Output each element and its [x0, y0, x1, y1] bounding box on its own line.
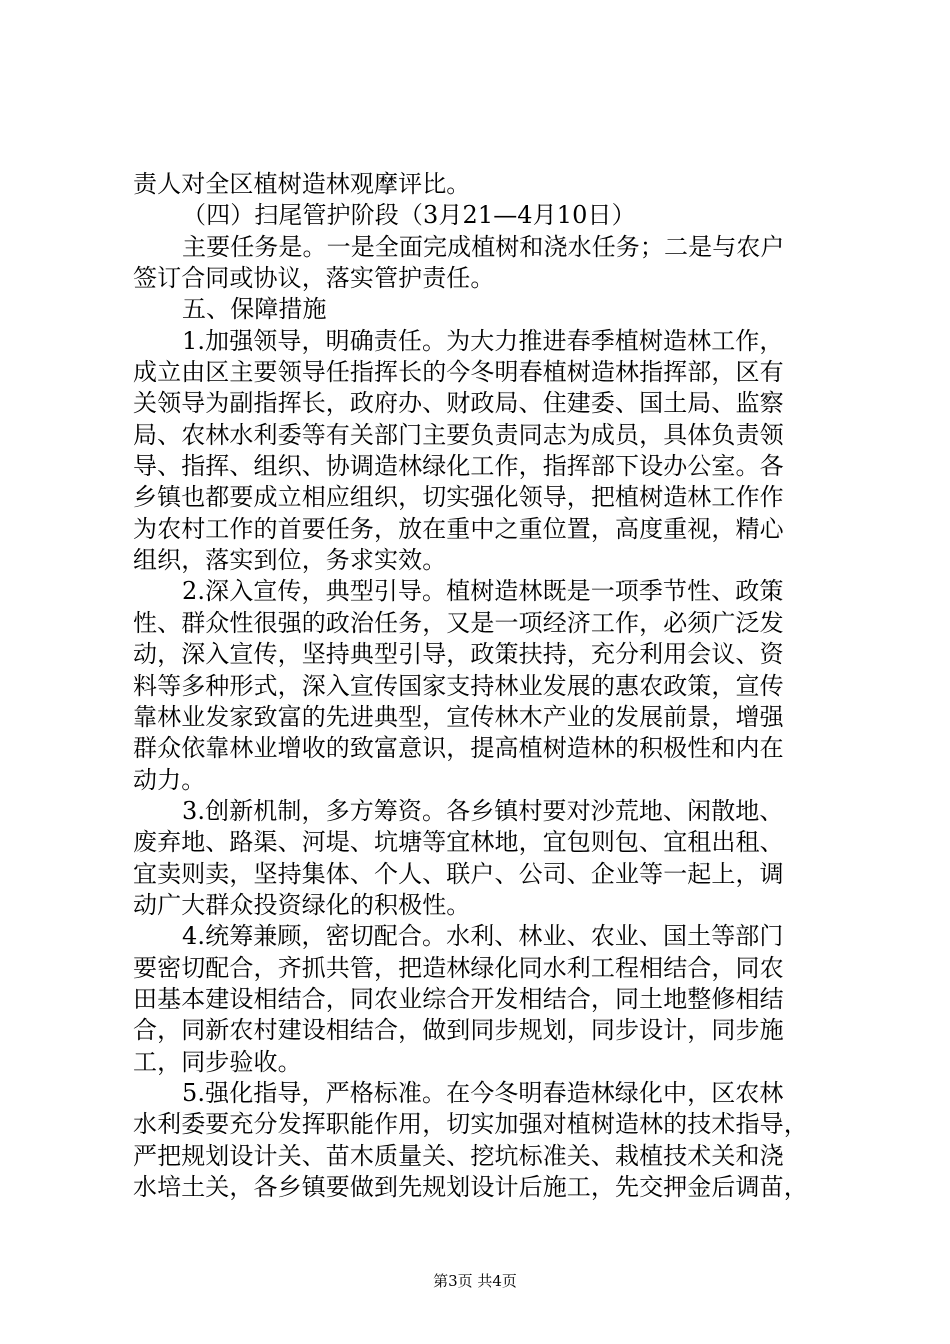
text-line: 局、农林水利委等有关部门主要负责同志为成员，具体负责领	[133, 420, 784, 449]
text-line: 水利委要充分发挥职能作用，切实加强对植树造林的技术指导，	[133, 1110, 808, 1139]
text-line: 严把规划设计关、苗木质量关、挖坑标准关、栽植技术关和浇	[133, 1141, 784, 1170]
page-footer: 第3页 共4页	[433, 1272, 517, 1290]
text-line: 关领导为副指挥长，政府办、财政局、住建委、国土局、监察	[133, 389, 784, 418]
text-line: 群众依靠林业增收的致富意识，提高植树造林的积极性和内在	[133, 734, 784, 763]
text-line: 动广大群众投资绿化的积极性。	[133, 890, 471, 919]
text-line: 田基本建设相结合，同农业综合开发相结合，同土地整修相结	[133, 984, 784, 1013]
text-line: 主要任务是。一是全面完成植树和浇水任务；二是与农户	[182, 232, 785, 261]
text-line: 成立由区主要领导任指挥长的今冬明春植树造林指挥部，区有	[133, 358, 784, 387]
text-line: 导、指挥、组织、协调造林绿化工作，指挥部下设办公室。各	[133, 452, 784, 481]
text-line: 动，深入宣传，坚持典型引导，政策扶持，充分利用会议、资	[133, 640, 784, 669]
text-line: 料等多种形式，深入宣传国家支持林业发展的惠农政策，宣传	[133, 671, 784, 700]
text-line: 2.深入宣传，典型引导。植树造林既是一项季节性、政策	[182, 577, 784, 606]
text-line: 水培土关，各乡镇要做到先规划设计后施工，先交押金后调苗，	[133, 1173, 808, 1201]
text-line: 宜卖则卖，坚持集体、个人、联户、公司、企业等一起上，调	[133, 859, 784, 888]
text-line: 五、保障措施	[182, 295, 327, 324]
text-line: 责人对全区植树造林观摩评比。	[133, 170, 471, 198]
text-line: 签订合同或协议，落实管护责任。	[133, 264, 495, 293]
text-line: 要密切配合，齐抓共管，把造林绿化同水利工程相结合，同农	[133, 953, 784, 982]
text-line: 为农村工作的首要任务，放在重中之重位置，高度重视，精心	[133, 514, 784, 543]
text-line: 性、群众性很强的政治任务，又是一项经济工作，必须广泛发	[133, 608, 784, 637]
document-body	[133, 169, 823, 1203]
text-line: 废弃地、路渠、河堤、坑塘等宜林地，宜包则包、宜租出租、	[133, 828, 784, 857]
text-line: 合，同新农村建设相结合，做到同步规划，同步设计，同步施	[133, 1016, 784, 1045]
text-line: （四）扫尾管护阶段（3月21—4月10日）	[182, 201, 636, 230]
text-line: 5.强化指导，严格标准。在今冬明春造林绿化中，区农林	[182, 1078, 784, 1107]
text-line: 乡镇也都要成立相应组织，切实强化领导，把植树造林工作作	[133, 483, 784, 512]
text-line: 4.统筹兼顾，密切配合。水利、林业、农业、国土等部门	[182, 922, 784, 951]
text-line: 工，同步验收。	[133, 1047, 302, 1076]
text-line: 1.加强领导，明确责任。为大力推进春季植树造林工作，	[182, 326, 784, 355]
text-line: 3.创新机制，多方筹资。各乡镇村要对沙荒地、闲散地、	[182, 796, 784, 825]
text-line: 靠林业发家致富的先进典型，宣传林木产业的发展前景，增强	[133, 702, 784, 731]
text-line: 组织，落实到位，务求实效。	[133, 546, 447, 575]
text-line: 动力。	[133, 765, 206, 794]
